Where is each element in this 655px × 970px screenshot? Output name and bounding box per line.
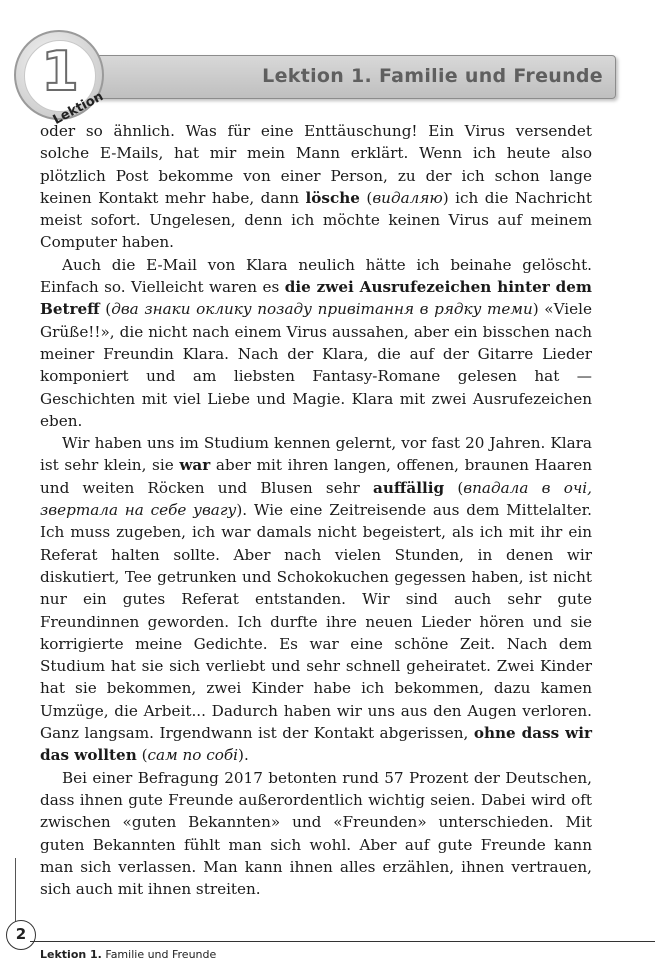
body-text bbox=[40, 120, 592, 900]
lesson-badge bbox=[14, 30, 106, 128]
text-run: ). bbox=[238, 746, 249, 765]
italic-translation: видаляю bbox=[372, 188, 443, 207]
footer-lesson-label: Lektion 1. bbox=[40, 948, 102, 961]
text-run: Wir haben uns im Studium kennen gelernt, vor fast 20 Jahren. Klara ist sehr klein, sie bbox=[40, 434, 592, 475]
text-run: aber mit ihren langen, offenen, braunen Haaren und weiten Röcken und Blusen sehr bbox=[40, 456, 592, 497]
bold-term: war bbox=[179, 456, 211, 475]
italic-translation: два знаки оклику позаду привітання в рядку теми bbox=[111, 300, 533, 319]
paragraph-1 bbox=[40, 120, 592, 254]
lesson-badge-inner bbox=[24, 40, 106, 128]
page-number: 2 bbox=[6, 920, 36, 950]
footer-lesson-title: Familie und Freunde bbox=[101, 948, 217, 961]
chapter-header-bar bbox=[58, 55, 616, 99]
italic-translation: впадала в очі, звертала на себе увагу bbox=[40, 478, 592, 520]
paragraph-4 bbox=[40, 767, 592, 901]
lesson-word: Lektion bbox=[50, 89, 106, 128]
text-run: ( bbox=[99, 300, 112, 319]
bold-term: ohne dass wir das wollten bbox=[40, 724, 593, 765]
bold-term: lösche bbox=[305, 188, 360, 207]
footer-rule bbox=[30, 941, 655, 942]
text-run: Auch die E-Mail von Klara neulich hätte ich beinahe gelöscht. Einfach so. Vielleicht waren es bbox=[40, 255, 592, 297]
paragraph-2 bbox=[40, 254, 592, 432]
text-run: ( bbox=[444, 478, 464, 497]
text-run: ). Wie eine Zeitreisende aus dem Mittelalter. Ich muss zugeben, ich war damals nicht begeistert, als ich mit ihr ein Referat halten sollte. Aber nach vielen Stunden, in denen wir diskutiert, Tee getrunken und Schokokuchen gegessen haben, ist nicht nur ein gutes Referat entstanden. Wir sind auch sehr gute Freundinnen geworden. Ich durfte ihre neuen Lieder hören und sie korrigierte meine Gedichte. Es war eine schöne Zeit. Nach dem Studium hat sie sich verliebt und sehr schnell geheiratet. Zwei Kinder hat sie bekommen, zwei Kinder habe ich bekommen, dazu kamen Umzüge, die Arbeit... Dadurch haben wir uns aus den Augen verloren. Ganz langsam. Irgendwann ist der Kontakt abgerissen, bbox=[40, 501, 592, 743]
paragraph-3 bbox=[40, 432, 592, 766]
text-run: oder so ähnlich. Was für eine Enttäuschung! Ein Virus versendet solche E-Mails, hat mir mein Mann erklärt. Wenn ich heute also plötzlich Post bekomme von einer Person, zu der ich schon lange keinen Kontakt mehr habe, dann bbox=[40, 122, 592, 207]
chapter-title: Lektion 1. Familie und Freunde bbox=[262, 65, 603, 87]
text-run: ( bbox=[359, 188, 373, 207]
bold-term: auffällig bbox=[373, 478, 445, 497]
italic-translation: сам по собі bbox=[147, 746, 239, 765]
lesson-number: 1 bbox=[41, 40, 79, 103]
text-run: Bei einer Befragung 2017 betonten rund 57 Prozent der Deutschen, dass ihnen gute Freunde außerordentlich wichtig seien. Dabei wird oft zwischen «guten Bekannten» und «Freunden» unterschieden. Mit guten Bekannten fühlt man sich wohl. Aber auf gute Freunde kann man sich verlassen. Man kann ihnen alles erzählen, ihnen vertrauen, sich auch mit ihnen streiten. bbox=[40, 768, 592, 899]
text-run: ) «Viele Grüße!!», die nicht nach einem Virus aussahen, aber ein bisschen nach meiner Freundin Klara. Nach der Klara, die auf der Gitarre Lieder komponiert und am liebsten Fantasy-Romane gelesen hat — Geschichten mit viel Liebe und Magie. Klara mit zwei Ausrufezeichen eben. bbox=[40, 300, 592, 430]
text-run: ) ich die Nachricht meist sofort. Ungelesen, denn ich möchte keinen Virus auf meinem Computer haben. bbox=[40, 188, 592, 252]
running-footer bbox=[40, 948, 216, 961]
text-run: ( bbox=[136, 746, 148, 765]
bold-term: die zwei Ausrufezeichen hinter dem Betreff bbox=[40, 278, 592, 319]
